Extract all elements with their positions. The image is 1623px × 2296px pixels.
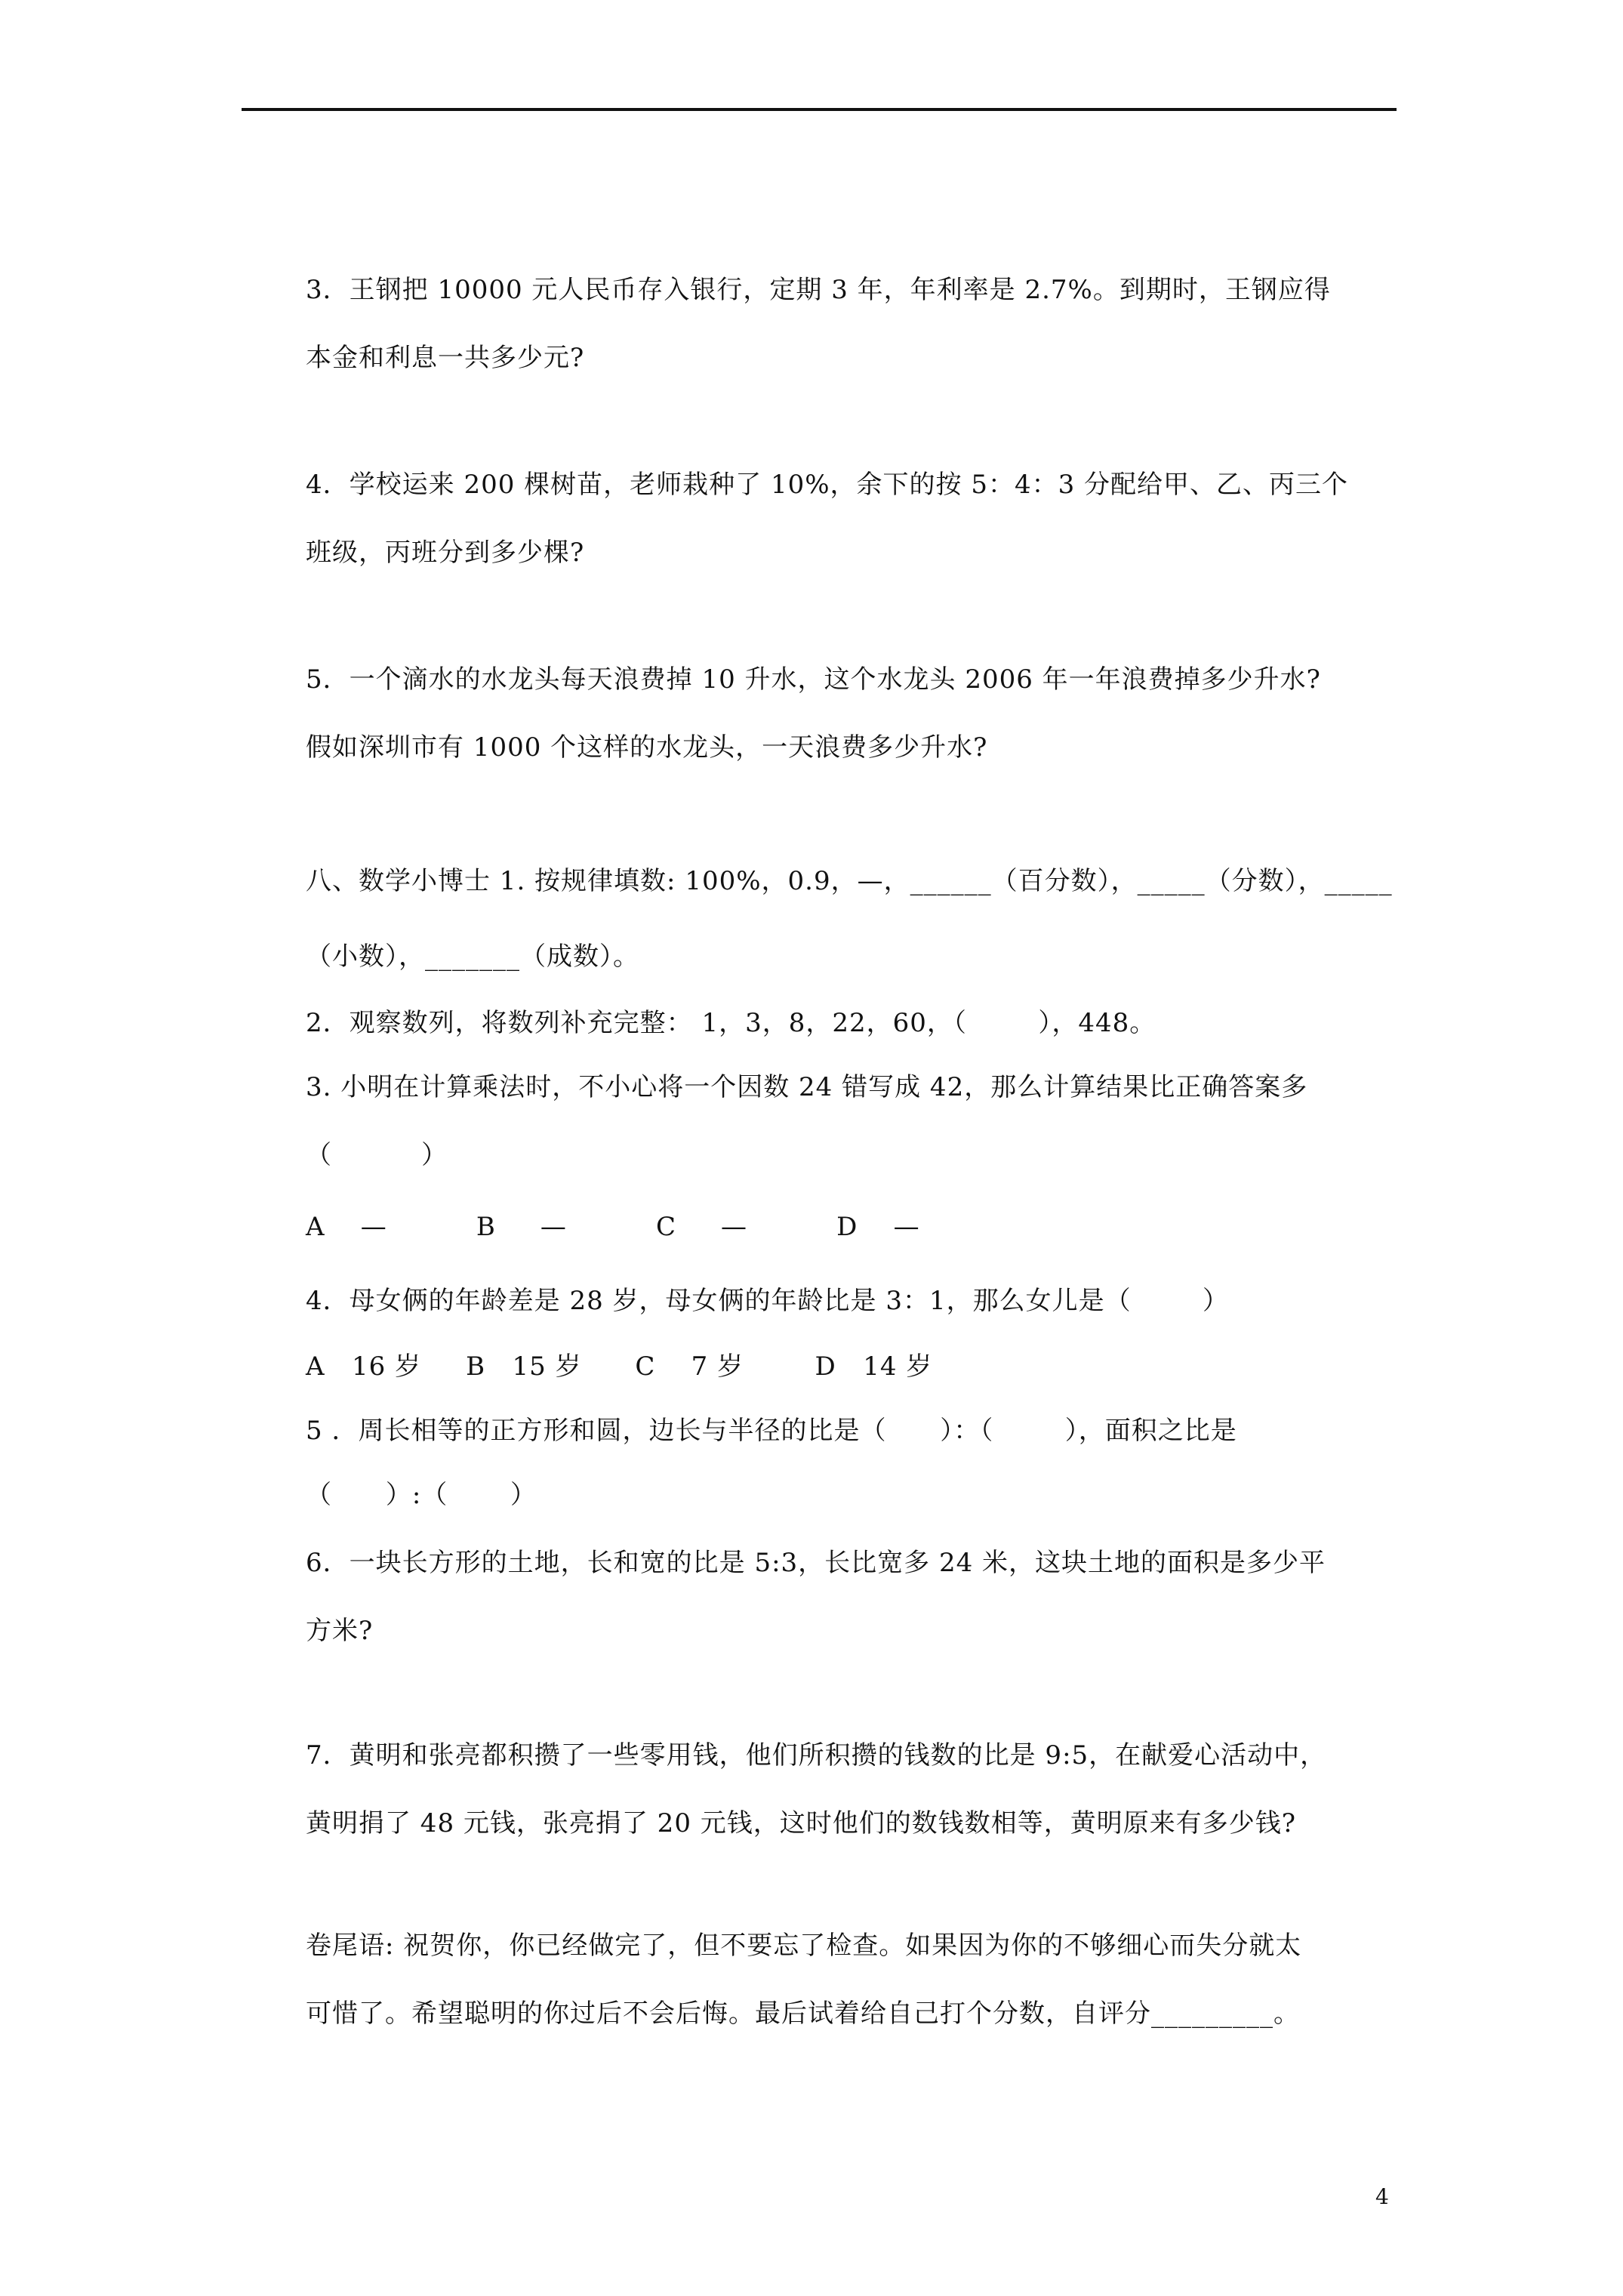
section-8-line-1: 八、数学小博士 1. 按规律填数: 100%，0.9，—，______（百分数），_____（分数），_____ xyxy=(306,866,1393,896)
bonus-6-line-1: 6．一块长方形的土地，长和宽的比是 5:3，长比宽多 24 米，这块土地的面积是多少平 xyxy=(306,1548,1326,1578)
problem-3-line-1: 3．王钢把 10000 元人民币存入银行，定期 3 年，年利率是 2.7%。到期时，王钢应得 xyxy=(306,275,1331,305)
page-number: 4 xyxy=(1375,2184,1389,2209)
bonus-3-options: A — B — C — D — xyxy=(306,1212,920,1242)
bonus-7-line-1: 7．黄明和张亮都积攒了一些零用钱，他们所积攒的钱数的比是 9:5，在献爱心活动中， xyxy=(306,1740,1327,1771)
bonus-3-line-2: （ ） xyxy=(306,1140,448,1170)
bonus-5-line-2: （ ）:（ ） xyxy=(306,1480,537,1510)
problem-4-line-1: 4．学校运来 200 棵树苗，老师栽种了 10%，余下的按 5：4：3 分配给甲、乙、丙三个 xyxy=(306,470,1349,500)
problem-5-line-1: 5．一个滴水的水龙头每天浪费掉 10 升水，这个水龙头 2006 年一年浪费掉多少升水? xyxy=(306,664,1321,695)
closing-line-2: 可惜了。希望聪明的你过后不会后悔。最后试着给自己打个分数，自评分_________。 xyxy=(306,1999,1300,2029)
problem-3-line-2: 本金和利息一共多少元? xyxy=(306,343,585,373)
bonus-7-line-2: 黄明捐了 48 元钱，张亮捐了 20 元钱，这时他们的数钱数相等，黄明原来有多少钱? xyxy=(306,1808,1296,1838)
bonus-3-line-1: 3. 小明在计算乘法时，不小心将一个因数 24 错写成 42，那么计算结果比正确答案多 xyxy=(306,1072,1308,1102)
bonus-6-line-2: 方米? xyxy=(306,1616,374,1646)
problem-5-line-2: 假如深圳市有 1000 个这样的水龙头，一天浪费多少升水? xyxy=(306,732,988,763)
closing-line-1: 卷尾语: 祝贺你，你已经做完了，但不要忘了检查。如果因为你的不够细心而失分就太 xyxy=(306,1931,1302,1961)
header-rule xyxy=(242,108,1397,111)
section-8-line-2: （小数），_______（成数）。 xyxy=(306,942,639,972)
problem-4-line-2: 班级，丙班分到多少棵? xyxy=(306,538,585,568)
bonus-4-line: 4．母女俩的年龄差是 28 岁，母女俩的年龄比是 3：1，那么女儿是（ ） xyxy=(306,1286,1230,1316)
bonus-5-line-1: 5 ．周长相等的正方形和圆，边长与半径的比是（ ）：（ ），面积之比是 xyxy=(306,1416,1237,1446)
bonus-4-options: A 16 岁 B 15 岁 C 7 岁 D 14 岁 xyxy=(306,1351,933,1382)
bonus-2-line: 2．观察数列，将数列补充完整： 1，3，8，22，60，（ ），448。 xyxy=(306,1008,1156,1038)
